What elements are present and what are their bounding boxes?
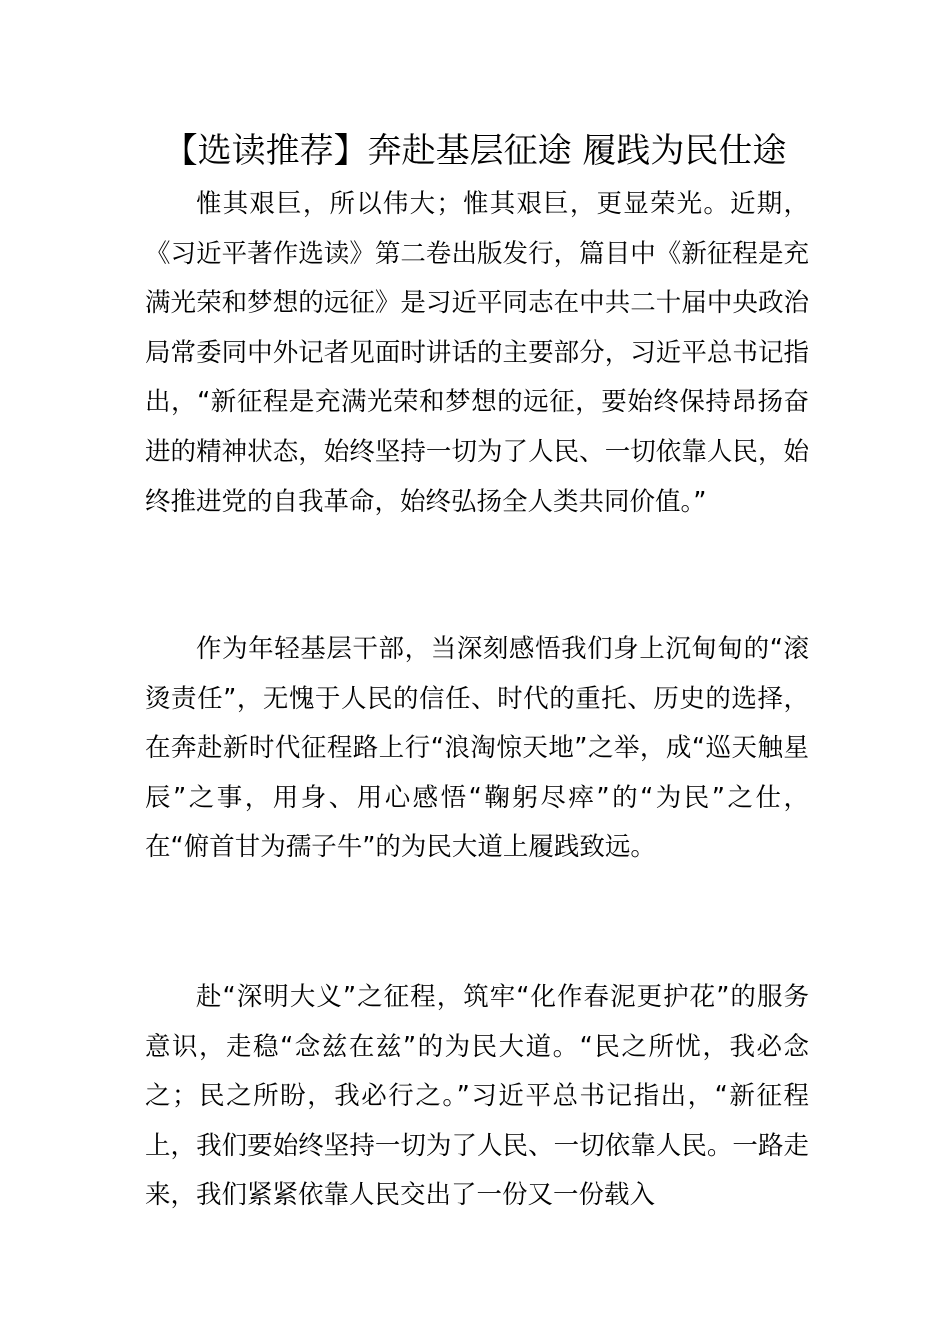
paragraph-3: 赴“深明大义”之征程，筑牢“化作春泥更护花”的服务意识，走稳“念兹在兹”的为民大道。“民之所忧，我必念之；民之所盼，我必行之。”习近平总书记指出，“新征程上，我们要始终坚持一切为了人民、一切依靠人民。一路走来，我们紧紧依靠人民交出了一份又一份载入	[145, 982, 809, 1211]
paragraph-1: 惟其艰巨，所以伟大；惟其艰巨，更显荣光。近期，《习近平著作选读》第二卷出版发行，篇目中《新征程是充满光荣和梦想的远征》是习近平同志在中共二十届中央政治局常委同中外记者见面时讲话的主要部分，习近平总书记指出，“新征程是充满光荣和梦想的远征，要始终保持昂扬奋进的精神状态，始终坚持一切为了人民、一切依靠人民，始终推进党的自我革命，始终弘扬全人类共同价值。”	[145, 189, 809, 517]
paragraph-2: 作为年轻基层干部，当深刻感悟我们身上沉甸甸的“滚烫责任”，无愧于人民的信任、时代的重托、历史的选择，在奔赴新时代征程路上行“浪淘惊天地”之举，成“巡天触星辰”之事，用身、用心感悟“鞠躬尽瘁”的“为民”之仕，在“俯首甘为孺子牛”的为民大道上履践致远。	[145, 634, 809, 863]
document-title: 【选读推荐】奔赴基层征途 履践为民仕途	[163, 131, 787, 171]
